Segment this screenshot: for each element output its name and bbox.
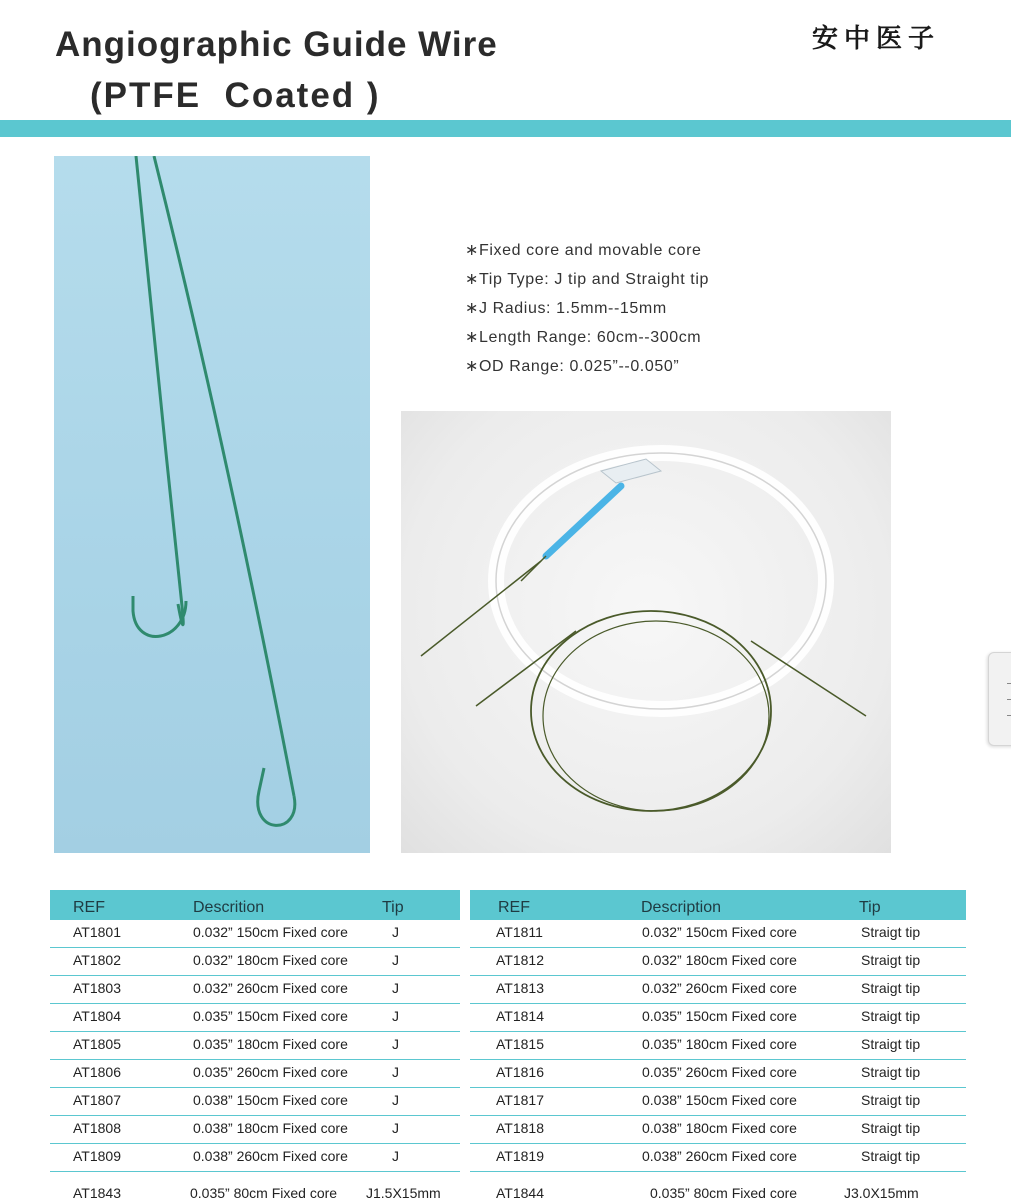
tip-cell: J bbox=[392, 1092, 399, 1108]
tip-cell: Straigt tip bbox=[861, 1148, 921, 1164]
tip-cell: J bbox=[392, 1008, 399, 1024]
tip-cell: Straigt tip bbox=[861, 1008, 921, 1024]
tip-cell: J3.0X15mm bbox=[844, 1185, 919, 1201]
feature-item: ∗J Radius: 1.5mm--15mm bbox=[465, 300, 667, 317]
table-row bbox=[470, 1032, 966, 1060]
ref-cell: AT1818 bbox=[496, 1120, 544, 1136]
feature-item: ∗Tip Type: J tip and Straight tip bbox=[465, 271, 709, 288]
ref-cell: AT1817 bbox=[496, 1092, 544, 1108]
tip-cell: Straigt tip bbox=[861, 1036, 921, 1052]
j-tip-wire-illustration bbox=[54, 156, 370, 853]
description-cell: 0.035” 80cm Fixed core bbox=[650, 1185, 798, 1201]
product-photo-j-tip-wires bbox=[54, 156, 370, 853]
page-title: Angiographic Guide Wire bbox=[55, 25, 498, 64]
description-cell: 0.038” 150cm Fixed core bbox=[642, 1092, 797, 1108]
description-cell: 0.035” 80cm Fixed core bbox=[190, 1185, 338, 1201]
table-header bbox=[470, 890, 966, 920]
description-cell: 0.032” 180cm Fixed core bbox=[193, 952, 348, 968]
description-cell: 0.035” 260cm Fixed core bbox=[642, 1064, 797, 1080]
introducer-blue bbox=[546, 486, 621, 556]
ref-cell: AT1819 bbox=[496, 1148, 544, 1164]
tip-cell: J bbox=[392, 1036, 399, 1052]
brand-logo: 安中医子 bbox=[812, 24, 941, 54]
description-cell: 0.035” 180cm Fixed core bbox=[193, 1036, 348, 1052]
ref-cell: AT1804 bbox=[73, 1008, 121, 1024]
table-row bbox=[50, 920, 460, 948]
ref-cell: AT1813 bbox=[496, 980, 544, 996]
description-cell: 0.032” 260cm Fixed core bbox=[642, 980, 797, 996]
header-description: Descrition bbox=[193, 899, 265, 916]
table-row bbox=[50, 1144, 460, 1172]
ref-cell: AT1815 bbox=[496, 1036, 544, 1052]
description-cell: 0.035” 150cm Fixed core bbox=[193, 1008, 348, 1024]
description-cell: 0.032” 150cm Fixed core bbox=[193, 924, 348, 940]
tab-grip-line bbox=[1007, 683, 1011, 684]
ref-cell: AT1803 bbox=[73, 980, 121, 996]
table-row bbox=[470, 1116, 966, 1144]
description-cell: 0.035” 150cm Fixed core bbox=[642, 1008, 797, 1024]
page-subtitle: (PTFE Coated ) bbox=[90, 76, 381, 115]
ref-cell: AT1807 bbox=[73, 1092, 121, 1108]
introducer-blue-tip bbox=[521, 556, 546, 581]
table-row bbox=[470, 920, 966, 948]
header-tip: Tip bbox=[382, 899, 404, 916]
description-cell: 0.032” 150cm Fixed core bbox=[642, 924, 797, 940]
tab-grip-line bbox=[1007, 715, 1011, 716]
ref-cell: AT1806 bbox=[73, 1064, 121, 1080]
tip-cell: J bbox=[392, 1064, 399, 1080]
tip-cell: J bbox=[392, 952, 399, 968]
tip-cell: Straigt tip bbox=[861, 980, 921, 996]
ref-cell: AT1808 bbox=[73, 1120, 121, 1136]
spec-table-j-tip bbox=[50, 890, 460, 1202]
header-ref: REF bbox=[498, 899, 530, 916]
description-cell: 0.038” 260cm Fixed core bbox=[642, 1148, 797, 1164]
tip-cell: J bbox=[392, 924, 399, 940]
ref-cell: AT1805 bbox=[73, 1036, 121, 1052]
ref-cell: AT1844 bbox=[496, 1185, 544, 1201]
ref-cell: AT1812 bbox=[496, 952, 544, 968]
description-cell: 0.038” 260cm Fixed core bbox=[193, 1148, 348, 1164]
table-row bbox=[470, 948, 966, 976]
tip-cell: J1.5X15mm bbox=[366, 1185, 441, 1201]
header-tip: Tip bbox=[859, 899, 881, 916]
wire-left-hook bbox=[133, 596, 186, 636]
wire-left bbox=[136, 156, 183, 625]
feature-item: ∗Fixed core and movable core bbox=[465, 242, 702, 259]
header-description: Description bbox=[641, 899, 722, 916]
table-row bbox=[470, 1060, 966, 1088]
tip-cell: Straigt tip bbox=[861, 924, 921, 940]
spec-table-straight-tip bbox=[470, 890, 966, 1202]
table-row bbox=[50, 1172, 460, 1202]
table-row bbox=[50, 976, 460, 1004]
product-photo-coiled-wire bbox=[401, 411, 891, 853]
description-cell: 0.032” 260cm Fixed core bbox=[193, 980, 348, 996]
table-row bbox=[470, 1004, 966, 1032]
description-cell: 0.038” 180cm Fixed core bbox=[642, 1120, 797, 1136]
description-cell: 0.035” 260cm Fixed core bbox=[193, 1064, 348, 1080]
table-row bbox=[470, 1088, 966, 1116]
table-row bbox=[50, 1004, 460, 1032]
header-ref: REF bbox=[73, 899, 105, 916]
feature-list bbox=[465, 240, 709, 385]
ref-cell: AT1809 bbox=[73, 1148, 121, 1164]
dispenser-hoop bbox=[496, 453, 826, 709]
ref-cell: AT1814 bbox=[496, 1008, 544, 1024]
tip-cell: J bbox=[392, 1148, 399, 1164]
tip-cell: J bbox=[392, 980, 399, 996]
description-cell: 0.038” 150cm Fixed core bbox=[193, 1092, 348, 1108]
feature-item: ∗Length Range: 60cm--300cm bbox=[465, 329, 702, 346]
table-row bbox=[470, 1144, 966, 1172]
coiled-wire-illustration bbox=[401, 411, 891, 853]
ref-cell: AT1801 bbox=[73, 924, 121, 940]
tab-grip-line bbox=[1007, 699, 1011, 700]
feature-item: ∗OD Range: 0.025”--0.050” bbox=[465, 358, 680, 375]
description-cell: 0.032” 180cm Fixed core bbox=[642, 952, 797, 968]
table-row bbox=[50, 948, 460, 976]
table-row bbox=[50, 1032, 460, 1060]
tip-cell: Straigt tip bbox=[861, 1064, 921, 1080]
ref-cell: AT1843 bbox=[73, 1185, 121, 1201]
wire-right bbox=[154, 156, 294, 796]
side-scroll-tab[interactable] bbox=[988, 652, 1011, 746]
table-row bbox=[470, 1172, 966, 1202]
tip-cell: Straigt tip bbox=[861, 1092, 921, 1108]
ref-cell: AT1816 bbox=[496, 1064, 544, 1080]
tip-cell: Straigt tip bbox=[861, 1120, 921, 1136]
table-row bbox=[470, 976, 966, 1004]
table-row bbox=[50, 1060, 460, 1088]
ref-cell: AT1802 bbox=[73, 952, 121, 968]
table-row bbox=[50, 1116, 460, 1144]
table-row bbox=[50, 1088, 460, 1116]
description-cell: 0.038” 180cm Fixed core bbox=[193, 1120, 348, 1136]
description-cell: 0.035” 180cm Fixed core bbox=[642, 1036, 797, 1052]
tip-cell: J bbox=[392, 1120, 399, 1136]
header-accent-band bbox=[0, 120, 1011, 137]
ref-cell: AT1811 bbox=[496, 924, 543, 940]
table-header bbox=[50, 890, 460, 920]
tip-cell: Straigt tip bbox=[861, 952, 921, 968]
